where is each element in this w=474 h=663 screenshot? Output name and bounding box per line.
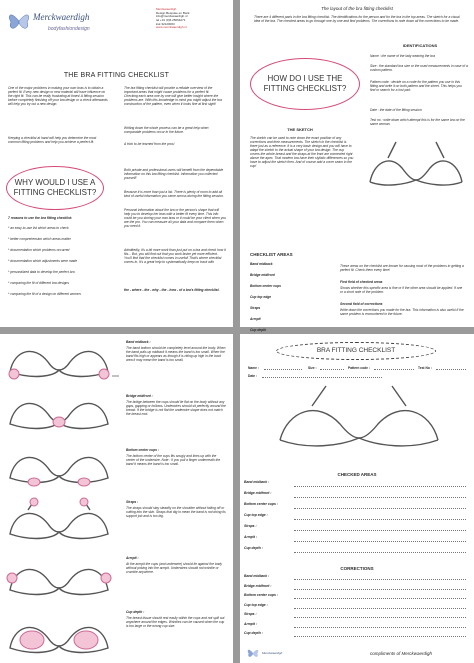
area-title: Bridge midfront : <box>126 394 153 398</box>
area-text: At the armpit the cups (and underwire) should lie against the body without poking into the armpit. Underwires should not wrinkle or crumble anywhere. <box>126 562 223 575</box>
intro-paragraph: Keeping a checklist at hand will help you determine the most common fitting problems and help you achieve a perfect fit. <box>8 136 98 145</box>
checked-row-label: Band midback : <box>244 480 270 484</box>
checked-row-label: Cup top edge : <box>244 513 268 517</box>
bottom-center-cups-illustration <box>4 444 114 492</box>
identifications-title: IDENTIFICATIONS <box>402 43 438 48</box>
list-item: Bridge midfront <box>250 273 275 278</box>
list-item: * personalized data to develop the perfect bra <box>8 270 75 275</box>
checked-row[interactable] <box>240 513 474 524</box>
contact-line: kvk 32120063 <box>156 21 175 26</box>
checked-row-label: Straps : <box>244 524 257 528</box>
ident-desc: Test no : write down which attempt this is for the same bra on the same woman. <box>370 118 466 127</box>
correction-row[interactable] <box>240 584 474 594</box>
correction-row[interactable] <box>240 593 474 603</box>
intro-paragraph: Writing down the whole process can be a great help when comparable problems occur in the future. <box>124 126 210 135</box>
sketch-desc: The sketch can be used to note down the exact position of any corrections and their measurements. The sketch in the checklist is there just as a reference. It is a very basic design and you will have to adapt the sketch to the actual shape of your bra design. The cup covers the whole breast and the straps at the front are connected right above the apex. That modern bra have their stylistic differences so you have to adjust the sketch then. And of course add a cover seam in the cup! <box>250 136 355 169</box>
correction-row[interactable] <box>240 574 474 584</box>
butterfly-logo-icon <box>6 8 32 34</box>
ident-desc: Size : the standard bra size or the used measurements in case of a custom pattern. <box>370 64 469 73</box>
correction-row[interactable] <box>240 622 474 632</box>
logo-tagline: bodyfashiondesign <box>48 26 90 32</box>
list-item: * comparing the fit of a design on different women. <box>8 292 82 297</box>
checked-row[interactable] <box>240 524 474 535</box>
areas-field-title: Second field of corrections <box>340 302 383 306</box>
bridge-midfront-illustration <box>4 390 114 438</box>
correction-row-label: Straps : <box>244 612 257 616</box>
areas-field-title: First field of checked areas <box>340 280 383 284</box>
areas-title: CHECKLIST AREAS <box>250 252 293 257</box>
correction-row-label: Armpit : <box>244 621 257 626</box>
checked-row[interactable] <box>240 502 474 513</box>
page-checklist-form <box>240 334 474 663</box>
band-midback-illustration <box>4 338 114 386</box>
area-text: The bridge between the cups should lie flat on the body without any gaps, gapping or hollows. Underwires should sit perfectly around the breast. If the bridge is not flat the underwire shape does not match the breast root. <box>126 400 227 417</box>
form-title-oval <box>276 342 436 360</box>
field-name-label: Name : <box>248 366 259 370</box>
correction-row-label: Bottom center cups : <box>244 593 278 597</box>
checked-row[interactable] <box>240 535 474 546</box>
list-item: Bottom center cups <box>250 284 281 289</box>
area-title: Straps : <box>126 500 139 504</box>
footer-credit: compliments of Merckwaerdigh <box>370 651 433 656</box>
area-title: Band midback : <box>126 340 151 344</box>
correction-row[interactable] <box>240 631 474 641</box>
area-text: The bottom center of the cups fits snugly and lines up with the center of the underwire. Note : if you pull a finger underneath the band it means the band is too small. <box>126 454 222 467</box>
page-how-to <box>240 0 474 333</box>
field-size-input[interactable] <box>320 369 344 370</box>
checked-row-label: Bridge midfront : <box>244 491 272 495</box>
field-pattern-label: Pattern code : <box>348 366 370 370</box>
bra-form-sketch-icon <box>274 384 444 464</box>
field-name-input[interactable] <box>264 369 302 370</box>
area-text: The breast tissue should rest easily within the cups and not spill out anywhere around the edges. Wrinkles can be caused when the cup is too large or the wrong cup size. <box>126 616 226 629</box>
how-heading: HOW DO I USE THE FITTING CHECKLIST? <box>263 74 347 93</box>
areas-list <box>250 262 314 339</box>
field-test-input[interactable] <box>436 369 466 370</box>
list-item: * documentation which adjustments were made <box>8 259 78 264</box>
intro-paragraph: A trick to be learned from the pros! <box>124 142 175 146</box>
checked-row-label: Cup depth : <box>244 546 263 550</box>
list-item: * better comprehension which areas matter <box>8 237 71 242</box>
correction-row[interactable] <box>240 612 474 622</box>
why-heading: WHY WOULD I USE A FITTING CHECKLIST? <box>13 178 97 197</box>
list-item: * documentation which problems occurred <box>8 248 70 253</box>
checked-row[interactable] <box>240 480 474 491</box>
field-test-label: Test No : <box>418 366 432 370</box>
checked-row-label: Armpit : <box>244 535 257 539</box>
contact-block <box>156 8 228 30</box>
corrections-list <box>240 574 474 641</box>
body-paragraph: Because it is more than just a list. There is plenty of room to add all kind of useful information you came across during the fitting session. <box>124 190 224 199</box>
list-item: Cup depth <box>250 328 267 333</box>
page-title: THE BRA FITTING CHECKLIST <box>63 72 170 79</box>
layout-title: The layout of the bra fitting checklist <box>321 6 393 11</box>
contact-line: info@merckwaerdigh.nl <box>156 14 188 19</box>
how-heading-oval <box>250 58 360 110</box>
body-paragraph: Personal information about the bra or the person's shape that will help you to develop her bras with a better fit every time. This info could be you storing your own bras or it could be your client when you are the pro. You can measure all your data and compare them when you need it. <box>124 208 227 229</box>
body-paragraph: Both private and professional users will benefit from the dependable information on this bra fitting checklist. Information you collected yourself! <box>124 168 225 181</box>
logo-name: Merckwaerdigh <box>33 12 90 22</box>
sketch-title: THE SKETCH <box>287 127 313 132</box>
field-pattern-input[interactable] <box>374 369 414 370</box>
intro-paragraph: One of the major problems in making your own bras is to obtain a perfect fit. Every new design or new material will have influence on the right fit. This can be really frustrating at times! A fitting session before completely finishing off your bra design or a check afterwards will help you try out a new design. <box>8 86 109 107</box>
footer-logo: Merckwaerdigh <box>262 651 283 655</box>
contact-line: tel +31 (0)6 25064271 <box>156 17 186 22</box>
list-item: * an easy-to-use list which areas to check <box>8 226 69 230</box>
area-title: Armpit : <box>126 556 139 560</box>
cup-depth-illustration <box>4 608 114 660</box>
areas-field-text: Shows whether this specific area is fine or if the other area should be applied. If one or a short note of the problem. <box>340 286 464 295</box>
area-text: The band bottom should be completely level around the body. When the band pulls up midback it means the band is too small. When the band fits high or appears as though it is riding up high in the back area it may mean the band is too small. <box>126 346 227 363</box>
reasons-list <box>8 226 116 303</box>
field-size-label: Size : <box>308 366 317 370</box>
bra-sketch-icon <box>366 140 466 200</box>
form-title: BRA FITTING CHECKLIST <box>316 346 396 354</box>
ident-desc: Name : the name of the lady wearing the bra <box>370 54 436 58</box>
correction-row-label: Band midback : <box>244 574 270 578</box>
why-heading-oval <box>6 166 104 210</box>
areas-note: These areas on the checklist are known for causing most of the problems in getting a perfect fit. Check them every time! <box>340 264 465 273</box>
field-date-input[interactable] <box>262 377 382 378</box>
page-fitting-areas <box>0 334 233 663</box>
list-item: Band midback <box>250 262 273 266</box>
contact-line: Merckwaerdigh <box>156 7 177 11</box>
correction-row-label: Bridge midfront : <box>244 583 272 588</box>
area-text: The straps should stay steadily on the shoulder without falling off or cutting into the skin. Straps that dig in mean the band is not doing its support job and is too big. <box>126 506 227 519</box>
page-intro <box>0 0 233 327</box>
list-item: Cup top edge <box>250 295 272 300</box>
checked-areas-list <box>240 480 474 557</box>
ident-desc: Pattern code : decide on a code for the pattern you use in this fitting and write it on both pattern and the sheet. This helps you find or search for a lost part. <box>370 80 463 93</box>
checked-row[interactable] <box>240 491 474 502</box>
body-paragraph: Admittedly, it's a bit more work than just put on a bra and check how it fits... But, you will find out that you work faster yet more efficient. You'll find that the checklist comes in useful! That's where checklist comes in. It's a great help to systematically keep on track with <box>124 248 227 265</box>
straps-illustration <box>4 496 114 546</box>
list-item: Armpit <box>250 317 261 322</box>
contact-line: Design Bespoke en Bwrk <box>156 10 190 15</box>
list-item: * comparing the fit of different bra designs <box>8 281 70 286</box>
checked-areas-title: CHECKED AREAS <box>337 472 377 477</box>
corrections-title: CORRECTIONS <box>340 566 374 571</box>
areas-field-text: Write down the corrections you made for the bra. This information is also useful if the same problem is encountered in the future. <box>340 308 465 317</box>
checked-row[interactable] <box>240 546 474 557</box>
field-date-label: Date : <box>248 374 258 378</box>
area-title: Bottom center cups : <box>126 448 159 452</box>
ident-desc: Date : the date of the fitting session <box>370 108 422 112</box>
layout-intro: There are 4 different parts in the bra fitting checklist. The identifications for the person and for the bra in the top areas. The sketch for a visual idea of the bra. The checked areas to go through one by one and find problems. The corrections to note down all the corrections to be made. <box>254 15 461 24</box>
correction-row[interactable] <box>240 603 474 613</box>
contact-line: www.merckwaerdigh.nl <box>156 25 187 30</box>
correction-row-label: Cup top edge : <box>244 602 268 607</box>
intro-paragraph: The bra fitting checklist will provide a reliable overview of the important areas that might cause problems for a perfect fit. Checking each area one by one will give better insight where the problems are. With this knowledge in mind you might adjust the bra construction of the pattern, even when it looks fine at first sight! <box>124 86 223 107</box>
body-paragraph: the - where - the - why - the - how - of a bra's fitting checklist. <box>124 288 220 292</box>
correction-row-label: Cup depth : <box>244 631 263 635</box>
checked-row-label: Bottom center cups : <box>244 502 278 506</box>
area-title: Cup depth : <box>126 610 145 614</box>
armpit-illustration <box>4 552 114 602</box>
list-item: Straps <box>250 306 261 311</box>
butterfly-footer-logo-icon <box>246 646 260 660</box>
reasons-intro: 7 reasons to use the bra fitting checklist: <box>8 216 73 220</box>
